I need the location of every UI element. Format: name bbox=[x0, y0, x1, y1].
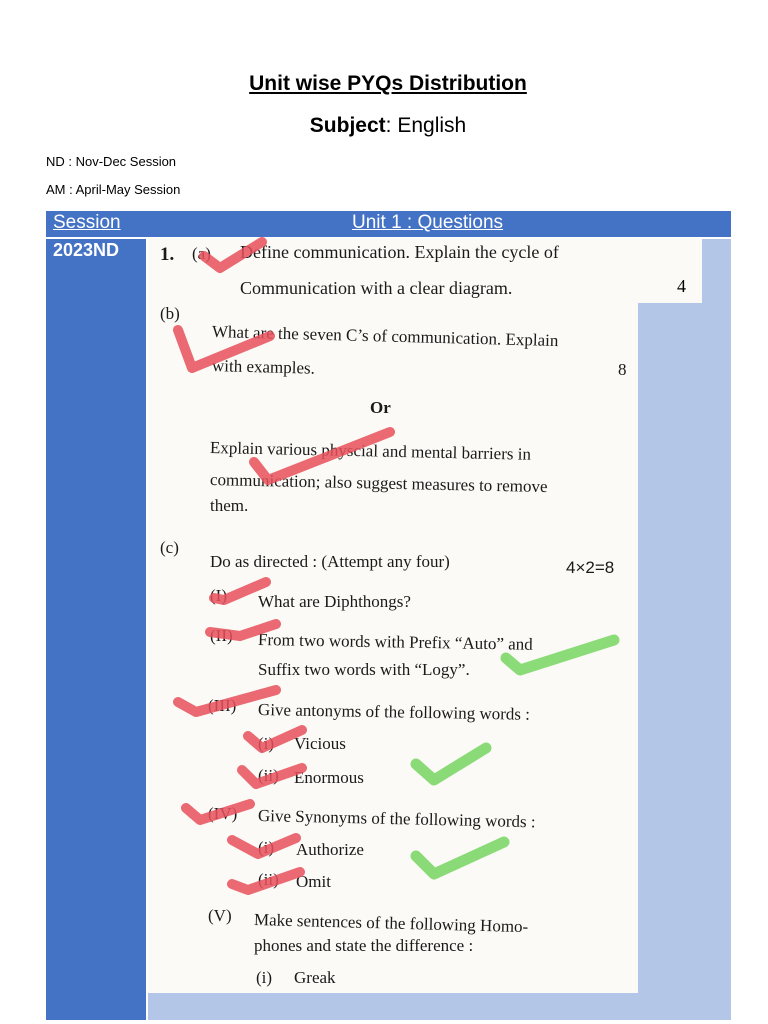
q1a-line1: Define communication. Explain the cycle of bbox=[240, 242, 559, 262]
q-iv-text: Give Synonyms of the following words : bbox=[257, 806, 536, 832]
q1a-label: (a) bbox=[192, 244, 211, 263]
alt-line2: communication; also suggest measures to remove bbox=[209, 470, 548, 497]
q-ii-line2: Suffix two words with “Logy”. bbox=[258, 660, 470, 679]
q-ii-line1: From two words with Prefix “Auto” and bbox=[257, 630, 533, 654]
q-iii-ii-label: (ii) bbox=[258, 766, 279, 785]
subject-value: : English bbox=[385, 114, 467, 137]
q-iii-i-label: (i) bbox=[258, 734, 275, 753]
q1b-line2: with examples. bbox=[211, 356, 316, 378]
q-v-line2: phones and state the difference : bbox=[254, 936, 474, 955]
q-ii-label: (II) bbox=[210, 626, 233, 645]
q1c-text: Do as directed : (Attempt any four) bbox=[210, 552, 450, 571]
q-v-i-label: (i) bbox=[256, 968, 273, 987]
q-i-text: What are Diphthongs? bbox=[258, 592, 411, 611]
q-iv-ii-text: Omit bbox=[296, 872, 331, 891]
q1b-marks: 8 bbox=[618, 360, 627, 379]
alt-line3: them. bbox=[210, 496, 249, 515]
q-v-label: (V) bbox=[208, 906, 232, 925]
q-iv-label: (IV) bbox=[208, 804, 238, 823]
q-iv-i-text: Authorize bbox=[296, 840, 364, 859]
q-iii-i-text: Vicious bbox=[294, 734, 346, 753]
subject-line bbox=[0, 114, 768, 138]
q1a-marks: 4 bbox=[677, 276, 686, 296]
q-v-i-text: Greak bbox=[294, 968, 336, 987]
session-cell bbox=[46, 239, 146, 1020]
q-iii-text: Give antonyms of the following words : bbox=[257, 700, 531, 724]
session-value: 2023ND bbox=[53, 240, 120, 260]
q1a-line2: Communication with a clear diagram. bbox=[240, 278, 513, 298]
page-title: Unit wise PYQs Distribution bbox=[249, 72, 527, 95]
header-questions: Unit 1 : Questions bbox=[352, 212, 504, 233]
q-iii-label: (III) bbox=[208, 696, 237, 715]
or-label: Or bbox=[370, 398, 391, 417]
q-v-line1: Make sentences of the following Homo- bbox=[253, 910, 529, 937]
q1b-line1: What are the seven C’s of communication. Explain bbox=[211, 322, 559, 351]
header-session: Session bbox=[53, 212, 121, 233]
subject-label: Subject bbox=[309, 114, 386, 137]
q-iv-ii-label: (ii) bbox=[258, 870, 279, 889]
q-i-label: (I) bbox=[210, 586, 227, 605]
alt-line1: Explain various physcial and mental barriers in bbox=[209, 438, 532, 464]
q-iii-ii-text: Enormous bbox=[294, 768, 364, 787]
note-nd: ND : Nov-Dec Session bbox=[46, 154, 177, 169]
q1c-marks: 4×2=8 bbox=[566, 558, 615, 577]
table-header-row bbox=[46, 211, 731, 237]
q1c-label: (c) bbox=[160, 538, 179, 557]
q-iv-i-label: (i) bbox=[258, 838, 275, 857]
q1b-label: (b) bbox=[160, 304, 180, 323]
q1-number: 1. bbox=[160, 244, 175, 265]
note-am: AM : April-May Session bbox=[46, 182, 181, 197]
scanned-question-paper bbox=[148, 238, 638, 993]
